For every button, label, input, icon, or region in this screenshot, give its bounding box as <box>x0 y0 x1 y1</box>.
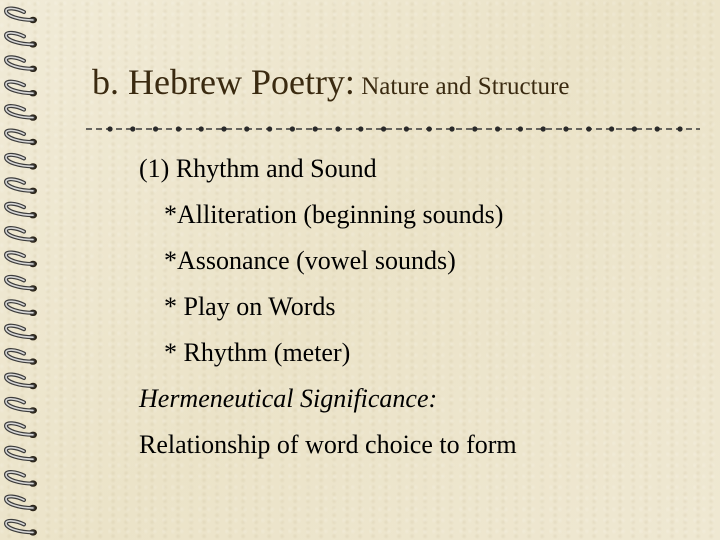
divider-dot <box>244 126 249 131</box>
divider-dot <box>677 126 682 131</box>
binding-ring <box>6 155 37 170</box>
divider-dot <box>632 126 637 131</box>
divider-dot <box>176 126 181 131</box>
divider-dot <box>153 126 158 131</box>
binding-ring <box>6 374 37 389</box>
binding-ring <box>6 130 37 145</box>
binding-ring <box>6 399 37 414</box>
binding-ring <box>6 496 37 511</box>
binding-ring <box>6 179 37 194</box>
divider-dot <box>404 126 409 131</box>
divider-dot <box>267 126 272 131</box>
spiral-binding-icon <box>0 0 48 540</box>
divider-dot <box>107 126 112 131</box>
divider-dot <box>130 126 135 131</box>
binding-ring <box>6 33 37 48</box>
divider-dot <box>518 126 523 131</box>
slide-title-sub: Nature and Structure <box>354 73 570 100</box>
binding-ring <box>6 301 37 316</box>
dash-dot-divider-icon <box>86 122 700 136</box>
binding-ring <box>6 448 37 463</box>
binding-ring <box>6 57 37 72</box>
bullet-item-play-on-words: * Play on Words <box>164 292 336 321</box>
divider-dot <box>609 126 614 131</box>
divider-dot <box>335 126 340 131</box>
divider-dot <box>290 126 295 131</box>
binding-ring <box>6 228 37 243</box>
bullet-item-assonance: *Assonance (vowel sounds) <box>164 246 456 275</box>
divider-dot <box>358 126 363 131</box>
binding-ring <box>6 252 37 267</box>
divider-dot <box>221 126 226 131</box>
binding-ring <box>6 423 37 438</box>
binding-ring <box>6 8 37 23</box>
divider-dot <box>655 126 660 131</box>
section-heading: (1) Rhythm and Sound <box>139 154 377 183</box>
divider-dot <box>199 126 204 131</box>
binding-ring <box>6 204 37 219</box>
binding-ring <box>6 326 37 341</box>
divider-dot <box>427 126 432 131</box>
divider-dot <box>541 126 546 131</box>
divider-dot <box>313 126 318 131</box>
slide-body <box>139 146 517 468</box>
binding-ring <box>6 277 37 292</box>
binding-ring <box>6 472 37 487</box>
binding-ring <box>6 350 37 365</box>
binding-ring <box>6 106 37 121</box>
divider-dot <box>381 126 386 131</box>
bullet-item-rhythm: * Rhythm (meter) <box>164 338 351 367</box>
significance-label: Hermeneutical Significance: <box>139 384 438 413</box>
divider-dot <box>472 126 477 131</box>
slide-title <box>92 64 569 100</box>
binding-ring <box>6 521 37 536</box>
bullet-item-alliteration: *Alliteration (beginning sounds) <box>164 200 504 229</box>
divider-dot <box>449 126 454 131</box>
divider-dot <box>586 126 591 131</box>
slide-title-main: b. Hebrew Poetry: <box>92 62 355 102</box>
significance-text: Relationship of word choice to form <box>139 430 517 459</box>
divider-dot <box>563 126 568 131</box>
divider-dot <box>495 126 500 131</box>
binding-ring <box>6 82 37 97</box>
